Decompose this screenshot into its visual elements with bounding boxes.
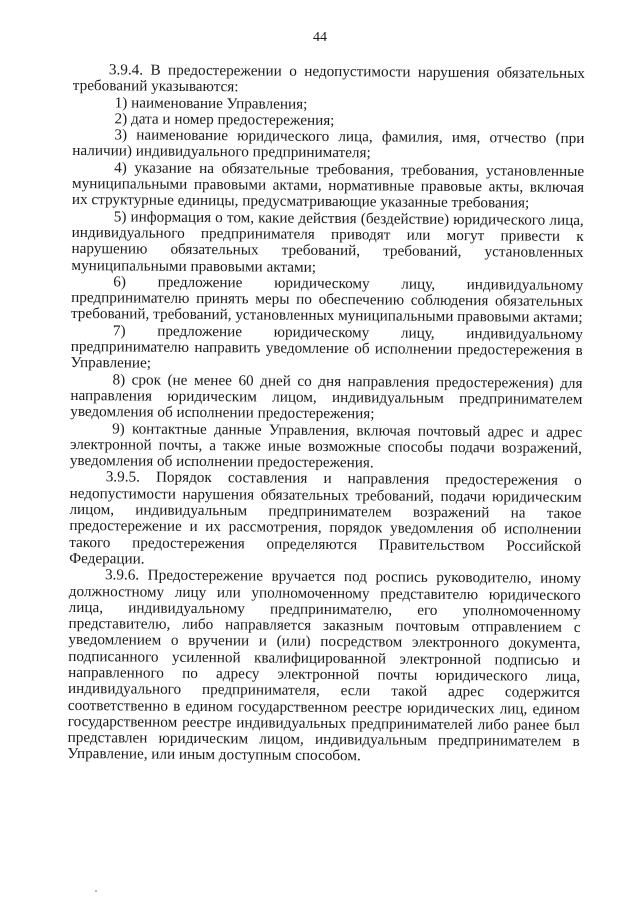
list-item-3: 3) наименование юридического лица, фамилия, имя, отчество (при наличии) индивидуального предпринимателя; [72, 126, 585, 162]
list-item-2: 2) дата и номер предостережения; [114, 110, 335, 129]
list-item-7: 7) предложение юридическому лицу, индивидуальному предпринимателю направить уведомление об исполнении предостережения в Управление; [70, 322, 583, 372]
scan-speck [95, 890, 97, 892]
paragraph-3-9-6: 3.9.6. Предостережение вручается под роспись руководителю, иному должностному лицу или уполномоченному представителю юридического лица, индивидуальному предпринимателю, его уполномоченному представителю, либо направляется заказным почтовым отправлением с уведомлением о вручении и (или) посредством электронного документа, подписанного усиленной квалифицированной электронной подписью и направленного по адресу электронной почты юридического лица, индивидуального предпринимателя, если такой адрес содержится соответственно в едином государственном реестре юридических лиц, едином государственном реестре индивидуальных предпринимателей либо ранее был представлен юридическим лицом, индивидуальным предпринимателем в Управление, или иным доступным способом. [67, 566, 582, 765]
list-item-8: 8) срок (не менее 60 дней со дня направления предостережения) для направления юридическим лицом, индивидуальным предпринимателем уведомления об исполнении предостережения; [70, 370, 583, 423]
list-item-6: 6) предложение юридическому лицу, индивидуальному предпринимателю принять меры по обеспечению соблюдения обязательных требований, требований, установленных муниципальными правовыми актами; [70, 273, 584, 327]
paragraph-3-9-5: 3.9.5. Порядок составления и направления предостережения о недопустимости нарушения обязательных требований, подачи юридическим лицом, индивидуальным предпринимателем возражений на такое предостережение и их рассмотрения, порядок уведомления об исполнении такого предостережения определяются Правительством Российской Федерации. [69, 468, 582, 568]
list-item-1: 1) наименование Управления; [114, 93, 308, 113]
list-item-9: 9) контактные данные Управления, включая почтовый адрес и адрес электронной почты, а также иные возможные способы подачи возражений, уведомления об исполнении предостережения. [69, 419, 583, 472]
document-body [67, 62, 584, 767]
paragraph-3-9-4: 3.9.4. В предостережении о недопустимости нарушения обязательных требований указываются: [72, 61, 585, 96]
list-item-5: 5) информация о том, какие действия (бездействие) юридического лица, индивидуального предпринимателя приводят или могут привести к нарушению обязательных требований, требований, установленных муниципальными правовыми актами; [71, 207, 584, 276]
page-number: 44 [313, 30, 327, 45]
list-item-4: 4) указание на обязательные требования, требования, установленные муниципальными правовыми актами, нормативные правовые акты, включая их структурные единицы, предусматривающие указанные требования; [71, 159, 585, 212]
